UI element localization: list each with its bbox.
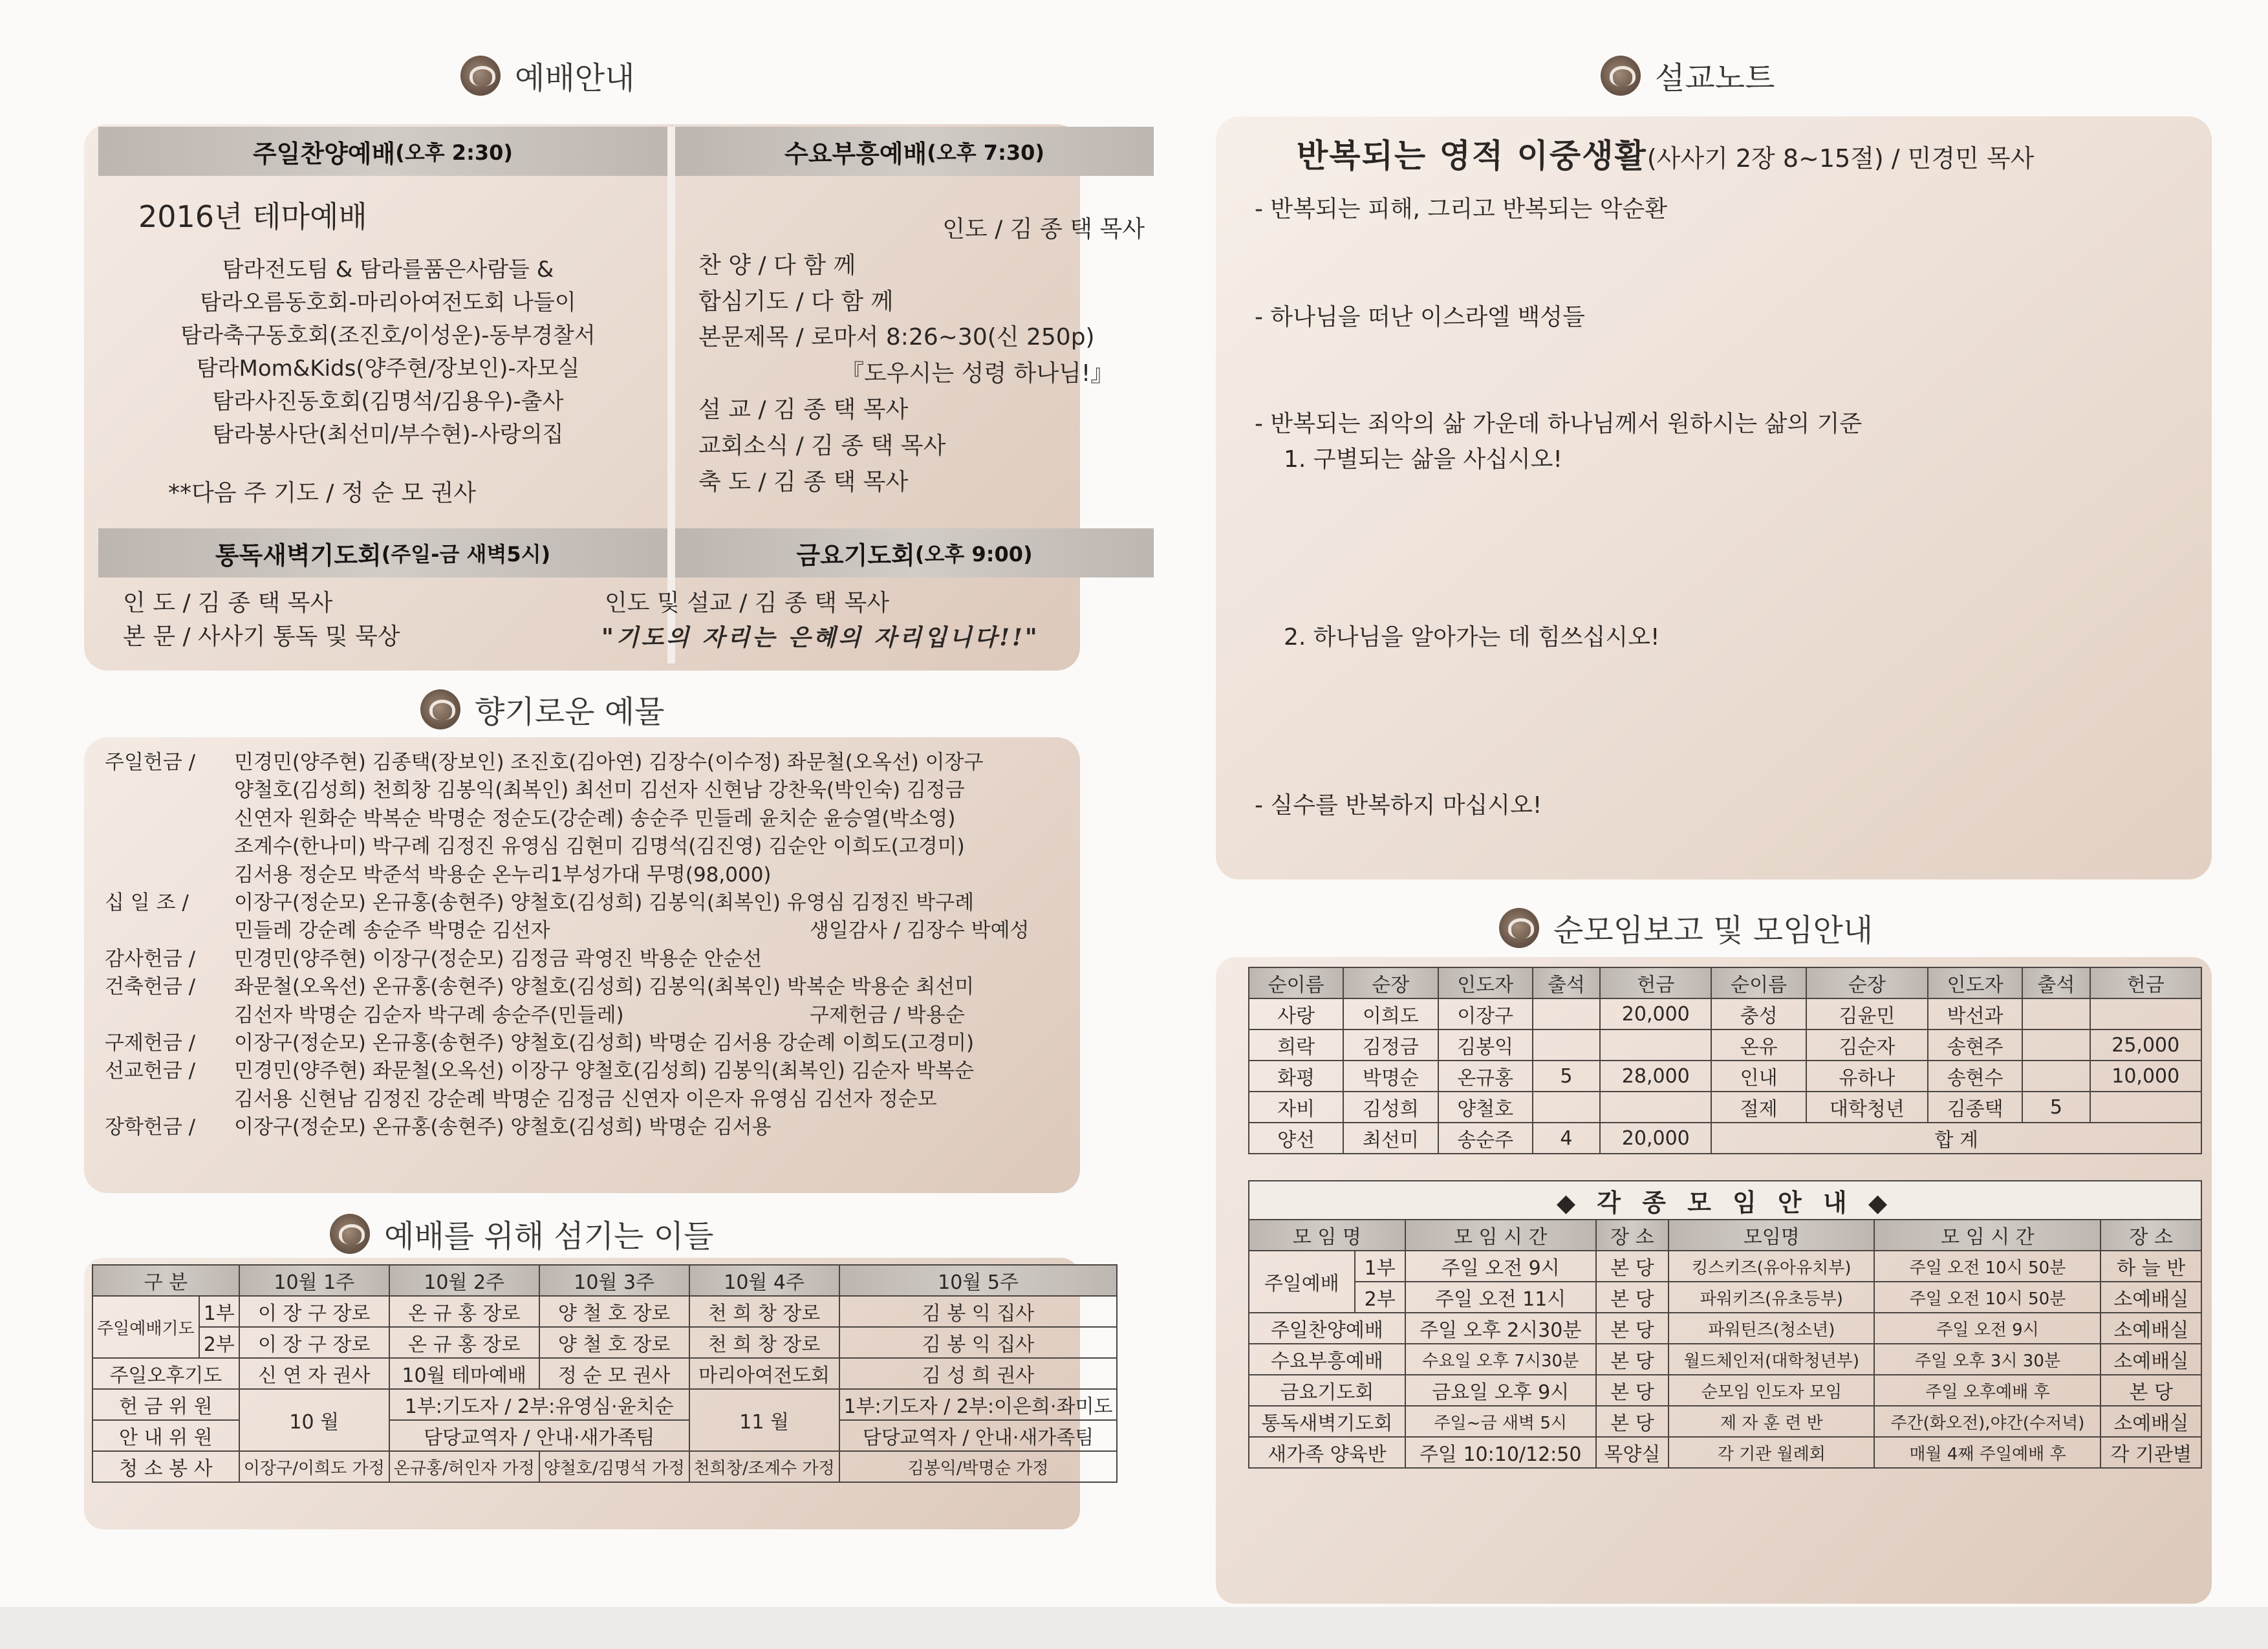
table-header: 순이름 xyxy=(1249,967,1343,998)
table-cell: 신 연 자 권사 xyxy=(239,1358,389,1389)
table-cell: 주일 오후 2시30분 xyxy=(1405,1313,1596,1344)
table-cell xyxy=(1600,1092,1711,1123)
table-cell: 주일예배 xyxy=(1249,1251,1355,1313)
table-cell: 안 내 위 원 xyxy=(92,1420,239,1451)
table-cell: 양 철 호 장로 xyxy=(539,1296,689,1327)
table-row xyxy=(1249,1437,2201,1468)
table-cell: 주일 오전 10시 50분 xyxy=(1874,1282,2101,1313)
table-cell: 1부:기도자 / 2부:유영심·윤치순 xyxy=(389,1389,689,1420)
offering-names: 조계수(한나미) 박구례 김정진 유영심 김현미 김명석(김진영) 김순안 이희도(고경미) xyxy=(234,835,965,859)
table-cell: 10 월 xyxy=(239,1389,389,1451)
column-divider xyxy=(667,127,675,663)
table-cell: 주일 오후예배 후 xyxy=(1874,1375,2101,1406)
table-header: 10월 1주 xyxy=(239,1265,389,1296)
sermon-heading xyxy=(1601,53,1775,98)
offering-names: 신연자 원화순 박복순 박명순 정순도(강순례) 송순주 민들레 윤치순 윤승열(박소영) xyxy=(234,806,956,830)
table-cell: 이 장 구 장로 xyxy=(239,1327,389,1358)
table-cell xyxy=(2022,1029,2090,1061)
sermon-note: - 반복되는 죄악의 삶 가운데 하나님께서 원하시는 삶의 기준 xyxy=(1255,411,1863,437)
table-row xyxy=(1249,1029,2201,1061)
table-cell: 28,000 xyxy=(1600,1061,1711,1092)
offering-names: 민경민(양주현) 김종택(장보인) 조진호(김아연) 김장수(이수정) 좌문철(오옥선) 이장구 xyxy=(234,751,984,774)
wed-row xyxy=(698,392,1145,428)
table-cell: 절제 xyxy=(1711,1092,1806,1123)
scan-bottom-strip xyxy=(0,1607,2268,1649)
table-row xyxy=(92,1265,1117,1296)
dawn-row: 본 문 / 사사기 통독 및 묵상 xyxy=(123,623,400,651)
wednesday-time: (오후 7:30) xyxy=(927,140,1045,165)
table-cell: 송현주 xyxy=(1928,1029,2022,1061)
offering-heading xyxy=(420,687,664,731)
dawn-time: (주일-금 새벽5시) xyxy=(381,542,551,566)
table-row xyxy=(1249,1251,2201,1282)
worship-heading xyxy=(460,53,634,98)
wed-row xyxy=(698,319,1145,356)
offering-label: 감사헌금 / xyxy=(105,947,196,971)
table-cell: 본 당 xyxy=(1596,1375,1669,1406)
table-cell: 이장구 xyxy=(1438,998,1533,1029)
offering-line xyxy=(105,805,983,833)
offering-line xyxy=(105,1114,983,1141)
friday-band xyxy=(675,528,1154,577)
table-cell: 주일찬양예배 xyxy=(1249,1313,1405,1344)
table-cell: 화평 xyxy=(1249,1061,1343,1092)
worship-info-box xyxy=(84,124,1145,671)
table-cell: 주간(화오전),야간(수저녁) xyxy=(1874,1406,2101,1437)
servers-heading xyxy=(330,1211,713,1256)
table-header: 10월 3주 xyxy=(539,1265,689,1296)
dawn-rows xyxy=(123,587,400,654)
table-cell: 본 당 xyxy=(1596,1344,1669,1375)
table-row xyxy=(1249,1406,2201,1437)
sermon-title: 반복되는 영적 이중생활 xyxy=(1297,137,1647,175)
wed-row-label: 합심기도 xyxy=(698,288,789,315)
table-row xyxy=(1249,1313,2201,1344)
friday-row: 인도 및 설교 / 김 종 택 목사 xyxy=(605,590,889,616)
table-cell: 하 늘 반 xyxy=(2101,1251,2201,1282)
table-row xyxy=(1249,1092,2201,1123)
table-cell: 김 봉 익 집사 xyxy=(839,1296,1118,1327)
group-report-table xyxy=(1248,967,2202,1154)
table-cell: 이장구/이희도 가정 xyxy=(239,1451,389,1482)
sermon-note: - 하나님을 떠난 이스라엘 백성들 xyxy=(1255,304,1585,330)
table-cell: 소예배실 xyxy=(2101,1406,2201,1437)
offering-extra: 생일감사 / 김장수 박예성 xyxy=(810,919,1030,943)
table-cell: 천희창/조계수 가정 xyxy=(689,1451,839,1482)
table-cell: 주일 오전 9시 xyxy=(1405,1251,1596,1282)
offering-line xyxy=(105,889,983,917)
wed-row-label: 찬 양 xyxy=(698,252,751,279)
wed-row-label: 교회소식 xyxy=(698,432,789,459)
table-header: 모 임 명 xyxy=(1249,1220,1405,1251)
offering-names: 양철호(김성희) 천희창 김봉익(최복인) 최선미 김선자 신현남 강찬욱(박인숙) 김정금 xyxy=(234,779,965,803)
table-header: 헌금 xyxy=(2090,967,2202,998)
theme-lines xyxy=(123,253,653,451)
table-cell: 온유 xyxy=(1711,1029,1806,1061)
table-cell: 소예배실 xyxy=(2101,1313,2201,1344)
table-cell: 온 규 홍 장로 xyxy=(389,1296,539,1327)
wed-row-value: 인도 / 김 종 택 목사 xyxy=(942,216,1145,242)
table-cell: 청 소 봉 사 xyxy=(92,1451,239,1482)
offering-heading-text: 향기로운 예물 xyxy=(475,694,665,730)
table-row xyxy=(1249,1282,2201,1313)
table-cell: 천 희 창 장로 xyxy=(689,1327,839,1358)
wed-row-value: / 다 함 께 xyxy=(795,288,894,315)
table-cell: 본 당 xyxy=(1596,1406,1669,1437)
table-cell: 김순자 xyxy=(1806,1029,1928,1061)
table-row xyxy=(1249,1375,2201,1406)
table-header: 구 분 xyxy=(92,1265,239,1296)
offering-names: 이장구(정순모) 온규홍(송현주) 양철호(김성희) 김봉익(최복인) 유영심 김정진 박구례 xyxy=(234,890,975,914)
table-row xyxy=(1249,1181,2201,1220)
offering-names: 이장구(정순모) 온규홍(송현주) 양철호(김성희) 박명순 김서용 강순례 이희도(고경미) xyxy=(234,1031,975,1055)
theme-line: 탐라전도팀 & 탐라를품은사람들 & xyxy=(222,257,554,283)
table-cell: 2부 xyxy=(1355,1282,1405,1313)
table-cell: 수요일 오후 7시30분 xyxy=(1405,1344,1596,1375)
table-cell: 마리아여전도회 xyxy=(689,1358,839,1389)
table-cell: 본 당 xyxy=(1596,1313,1669,1344)
table-cell: 박명순 xyxy=(1343,1061,1438,1092)
table-cell: 김성희 xyxy=(1343,1092,1438,1123)
table-header: 출석 xyxy=(2022,967,2090,998)
table-cell: 주일 10:10/12:50 xyxy=(1405,1437,1596,1468)
group-heading-text: 순모임보고 및 모임안내 xyxy=(1553,912,1874,949)
offering-names: 좌문철(오옥선) 온규홍(송현주) 양철호(김성희) 김봉익(최복인) 박복순 박용순 최선미 xyxy=(234,975,975,999)
sermon-note: 1. 구별되는 삶을 사십시오! xyxy=(1284,446,1562,473)
table-row xyxy=(92,1389,1117,1420)
table-header: 10월 2주 xyxy=(389,1265,539,1296)
table-row xyxy=(92,1358,1117,1389)
table-cell xyxy=(1600,1029,1711,1061)
offering-line xyxy=(105,917,1030,945)
wed-row-value: / 김 종 택 목사 xyxy=(758,396,909,423)
table-cell: 이 장 구 장로 xyxy=(239,1296,389,1327)
table-cell: 최선미 xyxy=(1343,1123,1438,1154)
table-cell: 새가족 양육반 xyxy=(1249,1437,1405,1468)
church-logo-icon xyxy=(460,56,501,96)
dawn-row: 인 도 / 김 종 택 목사 xyxy=(123,590,333,616)
table-cell: 5 xyxy=(2022,1092,2090,1123)
table-cell: 김 봉 익 집사 xyxy=(839,1327,1118,1358)
table-header: 10월 4주 xyxy=(689,1265,839,1296)
wed-row xyxy=(698,428,1145,464)
offering-label: 장학헌금 / xyxy=(105,1116,196,1139)
offering-line xyxy=(105,777,983,804)
table-cell: 인내 xyxy=(1711,1061,1806,1092)
offering-line xyxy=(105,945,983,973)
table-header: 10월 5주 xyxy=(839,1265,1118,1296)
table-row xyxy=(1249,1220,2201,1251)
table-header: 모임명 xyxy=(1669,1220,1874,1251)
offering-label: 주일헌금 / xyxy=(105,751,196,774)
table-cell: 김 성 희 권사 xyxy=(839,1358,1118,1389)
wed-row-value: / 김 종 택 목사 xyxy=(795,432,946,459)
offering-names: 이장구(정순모) 온규홍(송현주) 양철호(김성희) 박명순 김서용 xyxy=(234,1116,772,1139)
table-cell: 양 철 호 장로 xyxy=(539,1327,689,1358)
table-cell: 김봉익/박명순 가정 xyxy=(839,1451,1118,1482)
table-header: 모 임 시 간 xyxy=(1874,1220,2101,1251)
table-row xyxy=(1249,998,2201,1029)
table-header: 출석 xyxy=(1533,967,1600,998)
table-cell: 소예배실 xyxy=(2101,1344,2201,1375)
table-cell xyxy=(1533,1092,1600,1123)
table-cell: 월드체인저(대학청년부) xyxy=(1669,1344,1874,1375)
table-cell: 헌 금 위 원 xyxy=(92,1389,239,1420)
offering-line xyxy=(105,1057,983,1085)
offering-line xyxy=(105,833,983,861)
table-cell: 정 순 모 권사 xyxy=(539,1358,689,1389)
sermon-heading-text: 설교노트 xyxy=(1655,60,1775,96)
table-cell: 주일 오전 9시 xyxy=(1874,1313,2101,1344)
wed-row xyxy=(698,284,1145,320)
church-logo-icon xyxy=(330,1214,370,1254)
wed-row-value: / 로마서 8:26~30(신 250p) xyxy=(795,324,1095,351)
meetings-title: ◆ 각 종 모 임 안 내 ◆ xyxy=(1249,1181,2201,1220)
table-cell: 순모임 인도자 모임 xyxy=(1669,1375,1874,1406)
theme-title: 2016년 테마예배 xyxy=(138,199,367,234)
table-cell: 주일 오전 10시 50분 xyxy=(1874,1251,2101,1282)
table-cell: 대학청년 xyxy=(1806,1092,1928,1123)
wed-row-label: 축 도 xyxy=(698,468,751,495)
table-cell: 각 기관 월례회 xyxy=(1669,1437,1874,1468)
wed-row-value: / 김 종 택 목사 xyxy=(758,468,909,495)
table-cell xyxy=(2022,1061,2090,1092)
next-prayer: **다음 주 기도 / 정 순 모 권사 xyxy=(168,480,476,506)
wed-row xyxy=(698,248,1145,284)
wed-row-label: 설 교 xyxy=(698,396,751,423)
table-cell xyxy=(1533,998,1600,1029)
table-cell: 희락 xyxy=(1249,1029,1343,1061)
table-cell: 10,000 xyxy=(2090,1061,2202,1092)
table-cell: 양철호/김명석 가정 xyxy=(539,1451,689,1482)
table-cell: 본 당 xyxy=(1596,1282,1669,1313)
table-cell: 매월 4째 주일예배 후 xyxy=(1874,1437,2101,1468)
table-row xyxy=(92,1451,1117,1482)
table-cell: 파워틴즈(청소년) xyxy=(1669,1313,1874,1344)
offering-line xyxy=(105,861,983,889)
table-cell: 주일예배기도 xyxy=(92,1296,199,1358)
table-cell: 통독새벽기도회 xyxy=(1249,1406,1405,1437)
group-heading xyxy=(1499,905,1873,950)
table-cell: 각 기관별 xyxy=(2101,1437,2201,1468)
table-row xyxy=(92,1296,1117,1327)
table-header: 순장 xyxy=(1806,967,1928,998)
table-cell: 주일 오전 11시 xyxy=(1405,1282,1596,1313)
table-header: 장 소 xyxy=(1596,1220,1669,1251)
table-cell: 2부 xyxy=(199,1327,239,1358)
sermon-title-line xyxy=(1297,133,2034,180)
dawn-band xyxy=(98,528,667,577)
table-row xyxy=(1249,967,2201,998)
table-cell: 5 xyxy=(1533,1061,1600,1092)
servers-table xyxy=(92,1264,1118,1483)
offering-names: 김서용 정순모 박준석 박용순 온누리1부성가대 무명(98,000) xyxy=(234,863,772,887)
friday-time: (오후 9:00) xyxy=(914,542,1033,566)
table-cell: 유하나 xyxy=(1806,1061,1928,1092)
table-cell: 천 희 창 장로 xyxy=(689,1296,839,1327)
friday-rows xyxy=(605,587,889,620)
dawn-title: 통독새벽기도회 xyxy=(215,541,382,570)
offering-names: 민들레 강순례 송순주 박명순 김선자 xyxy=(234,919,550,943)
table-cell: 주일~금 새벽 5시 xyxy=(1405,1406,1596,1437)
table-cell xyxy=(2090,1092,2202,1123)
table-header: 순이름 xyxy=(1711,967,1806,998)
wed-row xyxy=(698,464,1145,501)
church-logo-icon xyxy=(1601,56,1641,96)
table-header: 모 임 시 간 xyxy=(1405,1220,1596,1251)
sunday-praise-title: 주일찬양예배 xyxy=(252,139,396,168)
table-row xyxy=(1249,1061,2201,1092)
wednesday-title: 수요부흥예배 xyxy=(784,139,927,168)
servers-heading-text: 예배를 위해 섬기는 이들 xyxy=(384,1218,714,1255)
table-cell: 양선 xyxy=(1249,1123,1343,1154)
table-cell: 본 당 xyxy=(1596,1251,1669,1282)
table-header: 인도자 xyxy=(1928,967,2022,998)
sermon-note-box xyxy=(1216,116,2212,879)
table-cell: 1부 xyxy=(1355,1251,1405,1282)
table-cell: 양철호 xyxy=(1438,1092,1533,1123)
offering-line xyxy=(105,1002,983,1029)
offering-names: 민경민(양주현) 이장구(정순모) 김정금 곽영진 박용순 안순선 xyxy=(234,947,762,971)
table-cell: 사랑 xyxy=(1249,998,1343,1029)
table-cell: 1부:기도자 / 2부:이은희·좌미도 xyxy=(839,1389,1118,1420)
table-cell: 충성 xyxy=(1711,998,1806,1029)
offering-label: 십 일 조 / xyxy=(105,890,189,914)
theme-line: 탐라사진동호회(김명석/김용우)-출사 xyxy=(212,389,564,415)
table-cell: 주일 오후 3시 30분 xyxy=(1874,1344,2101,1375)
table-cell xyxy=(2090,998,2202,1029)
offering-label: 선교헌금 / xyxy=(105,1059,196,1083)
table-header: 순장 xyxy=(1343,967,1438,998)
sermon-note: - 반복되는 피해, 그리고 반복되는 악순환 xyxy=(1255,196,1668,222)
table-cell: 주일오후기도 xyxy=(92,1358,239,1389)
table-cell: 이희도 xyxy=(1343,998,1438,1029)
table-cell: 목양실 xyxy=(1596,1437,1669,1468)
table-cell: 담당교역자 / 안내·새가족팀 xyxy=(839,1420,1118,1451)
table-cell: 자비 xyxy=(1249,1092,1343,1123)
offering-names: 김서용 신현남 김정진 강순례 박명순 김정금 신연자 이은자 유영심 김선자 정순모 xyxy=(234,1087,937,1111)
meetings-table xyxy=(1248,1180,2202,1469)
offering-box xyxy=(84,737,1080,1193)
wed-sermon-title: 『도우시는 성령 하나님!』 xyxy=(841,360,1114,387)
friday-title: 금요기도회 xyxy=(796,541,915,570)
table-row xyxy=(1249,1123,2201,1154)
table-header: 장 소 xyxy=(2101,1220,2201,1251)
sermon-reference: (사사기 2장 8~15절) / 민경민 목사 xyxy=(1647,144,2035,173)
offering-names: 민경민(양주현) 좌문철(오옥선) 이장구 양철호(김성희) 김봉익(최복인) 김순자 박복순 xyxy=(234,1059,975,1083)
theme-line: 탐라오름동호회-마리아여전도회 나들이 xyxy=(200,290,576,316)
table-cell: 박선과 xyxy=(1928,998,2022,1029)
table-cell: 제 자 훈 련 반 xyxy=(1669,1406,1874,1437)
wed-row xyxy=(698,211,1145,248)
offering-line xyxy=(105,749,983,777)
table-cell: 11 월 xyxy=(689,1389,839,1451)
wed-row-value: / 다 함 께 xyxy=(758,252,856,279)
table-row xyxy=(92,1327,1117,1358)
table-cell: 송현수 xyxy=(1928,1061,2022,1092)
offering-line xyxy=(105,1029,983,1057)
wed-row xyxy=(698,356,1145,392)
table-cell xyxy=(1533,1029,1600,1061)
offering-label: 구제헌금 / xyxy=(105,1031,196,1055)
table-header: 인도자 xyxy=(1438,967,1533,998)
table-cell: 온규홍/허인자 가정 xyxy=(389,1451,539,1482)
table-cell: 금요일 오후 9시 xyxy=(1405,1375,1596,1406)
offering-extra: 구제헌금 / 박용순 xyxy=(810,1003,965,1027)
table-cell: 김봉익 xyxy=(1438,1029,1533,1061)
table-cell: 김윤민 xyxy=(1806,998,1928,1029)
offering-list xyxy=(105,749,1030,1141)
offering-line xyxy=(105,1086,983,1114)
table-row xyxy=(1249,1344,2201,1375)
wednesday-order xyxy=(698,211,1145,500)
table-cell xyxy=(2022,998,2090,1029)
sermon-note: - 실수를 반복하지 마십시오! xyxy=(1255,792,1542,819)
table-cell: 김종택 xyxy=(1928,1092,2022,1123)
friday-quote: "기도의 자리는 은혜의 자리입니다!!" xyxy=(601,624,1040,651)
total-cell: 합 계 xyxy=(1711,1123,2201,1154)
table-cell: 송순주 xyxy=(1438,1123,1533,1154)
table-cell: 25,000 xyxy=(2090,1029,2202,1061)
church-logo-icon xyxy=(1499,908,1539,948)
table-cell: 20,000 xyxy=(1600,998,1711,1029)
sunday-praise-band xyxy=(98,127,667,176)
table-cell: 소예배실 xyxy=(2101,1282,2201,1313)
table-cell: 온규홍 xyxy=(1438,1061,1533,1092)
sunday-praise-time: (오후 2:30) xyxy=(395,140,513,165)
offering-label: 건축헌금 / xyxy=(105,975,196,999)
table-cell: 본 당 xyxy=(2101,1375,2201,1406)
table-cell: 수요부흥예배 xyxy=(1249,1344,1405,1375)
wed-row-label: 본문제목 xyxy=(698,324,789,351)
table-cell: 20,000 xyxy=(1600,1123,1711,1154)
table-cell: 파워키즈(유초등부) xyxy=(1669,1282,1874,1313)
table-cell: 1부 xyxy=(199,1296,239,1327)
theme-line: 탐라봉사단(최선미/부수현)-사랑의집 xyxy=(212,422,564,447)
table-header: 헌금 xyxy=(1600,967,1711,998)
table-cell: 킹스키즈(유아유치부) xyxy=(1669,1251,1874,1282)
table-cell: 김정금 xyxy=(1343,1029,1438,1061)
sermon-note: 2. 하나님을 알아가는 데 힘쓰십시오! xyxy=(1284,624,1660,651)
table-cell: 온 규 홍 장로 xyxy=(389,1327,539,1358)
offering-line xyxy=(105,973,983,1001)
church-logo-icon xyxy=(420,689,460,729)
offering-names: 김선자 박명순 김순자 박구례 송순주(민들레) xyxy=(234,1003,624,1027)
table-cell: 10월 테마예배 xyxy=(389,1358,539,1389)
table-cell: 담당교역자 / 안내·새가족팀 xyxy=(389,1420,689,1451)
table-cell: 금요기도회 xyxy=(1249,1375,1405,1406)
table-cell: 4 xyxy=(1533,1123,1600,1154)
theme-line: 탐라Mom&Kids(양주현/장보인)-자모실 xyxy=(196,356,580,382)
theme-line: 탐라축구동호회(조진호/이성운)-동부경찰서 xyxy=(180,323,596,349)
worship-heading-text: 예배안내 xyxy=(515,60,635,96)
wednesday-band xyxy=(675,127,1154,176)
